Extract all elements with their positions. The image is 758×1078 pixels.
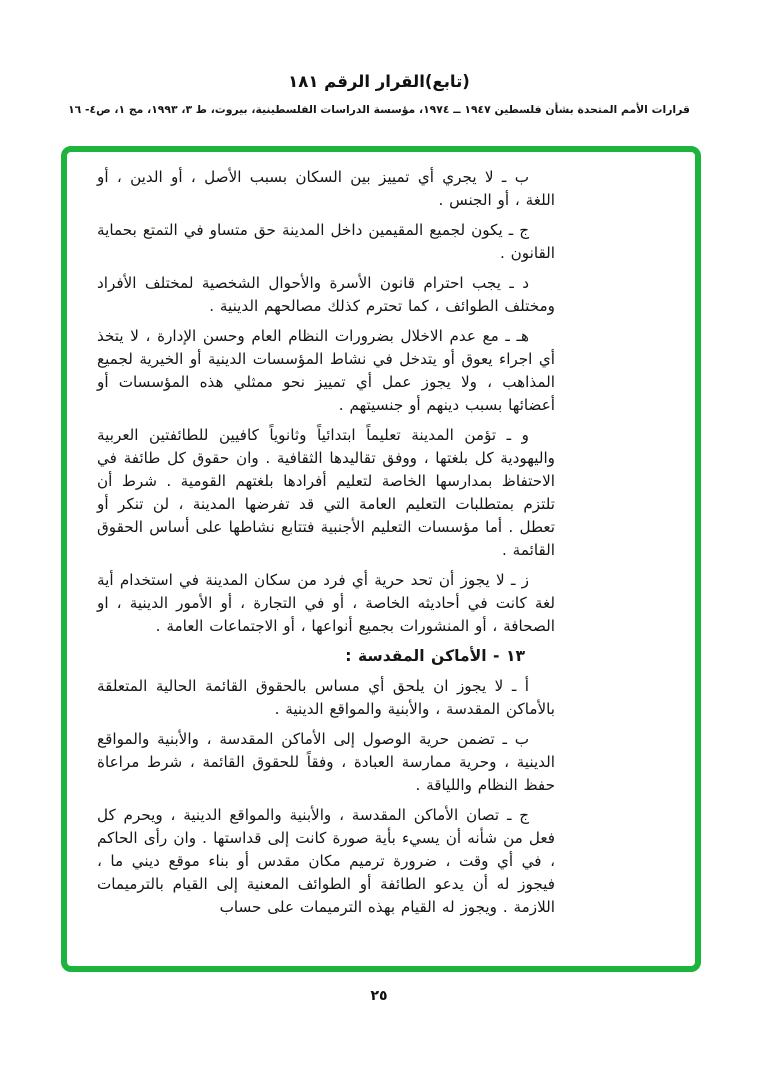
document-body-text bbox=[97, 166, 555, 926]
paragraph-item-h: هـ ـ مع عدم الاخلال بضرورات النظام العام وحسن الإدارة ، لا يتخذ أي اجراء يعوق أو يتدخل في نشاط المؤسسات الدينية أو الخيرية لجميع المذاهب ، ولا يجوز عمل أي تمييز نحو ممثلي هذه المؤسسات أو أعضائها بسبب دينهم أو جنسيتهم . bbox=[97, 327, 555, 414]
paragraph-item-z: ز ـ لا يجوز أن تحد حرية أي فرد من سكان المدينة في استخدام أية لغة كانت في أحاديثه الخاصة ، أو في التجارة ، أو الأمور الدينية ، او الصحافة ، أو المنشورات بجميع أنواعها ، أو الاجتماعات العامة . bbox=[97, 571, 555, 635]
paragraph-item-a: أ ـ لا يجوز ان يلحق أي مساس بالحقوق القائمة الحالية المتعلقة بالأماكن المقدسة ، والأبنية والمواقع الدينية . bbox=[97, 677, 555, 718]
paragraph-item-j2: ج ـ تصان الأماكن المقدسة ، والأبنية والمواقع الدينية ، ويحرم كل فعل من شأنه أن يسيء بأية صورة كانت إلى قداستها . وان رأى الحاكم ، في أي وقت ، ضرورة ترميم مكان مقدس أو بناء موقع ديني ما ، فيجوز له أن يدعو الطائفة أو الطوائف المعنية إلى القيام بالترميمات اللازمة . ويجوز له القيام بهذه الترميمات على حساب bbox=[97, 806, 555, 916]
page-number: ٢٥ bbox=[370, 988, 388, 1004]
citation-line: قرارات الأمم المتحدة بشأن فلسطين ١٩٤٧ ــ ١٩٧٤، مؤسسة الدراسات الفلسطينية، بيروت، ط ٣، ١٩٩٣، مج ١، ص٤- ١٦ bbox=[68, 103, 690, 116]
section-heading-holy-places: ١٣ - الأماكن المقدسة : bbox=[345, 647, 525, 665]
document-title: (تابع)القرار الرقم ١٨١ bbox=[288, 72, 470, 91]
paragraph-item-d: د ـ يجب احترام قانون الأسرة والأحوال الشخصية لمختلف الأفراد ومختلف الطوائف ، كما تحترم كذلك مصالحهم الدينية . bbox=[97, 274, 555, 315]
paragraph-item-b: ب ـ لا يجري أي تمييز بين السكان بسبب الأصل ، أو الدين ، أو اللغة ، أو الجنس . bbox=[97, 168, 555, 209]
paragraph-item-b2: ب ـ تضمن حرية الوصول إلى الأماكن المقدسة ، والأبنية والمواقع الدينية ، وحرية ممارسة العبادة ، وفقاً للحقوق القائمة ، شرط مراعاة حفظ النظام واللياقة . bbox=[97, 730, 555, 794]
paragraph-item-w: و ـ تؤمن المدينة تعليماً ابتدائياً وثانوياً كافيين للطائفتين العربية واليهودية كل بلغتها ، ووفق تقاليدها الثقافية . وان حقوق كل طائفة في الاحتفاظ بمدارسها الخاصة لتعليم أفرادها بلغتهم القومية . شرط أن تلتزم بمتطلبات التعليم العامة التي قد تفرضها المدينة ، لن تنكر أو تعطل . أما مؤسسات التعليم الأجنبية فتتابع نشاطها على أساس الحقوق القائمة . bbox=[97, 426, 555, 559]
paragraph-item-j: ج ـ يكون لجميع المقيمين داخل المدينة حق متساو في التمتع بحماية القانون . bbox=[97, 221, 555, 262]
